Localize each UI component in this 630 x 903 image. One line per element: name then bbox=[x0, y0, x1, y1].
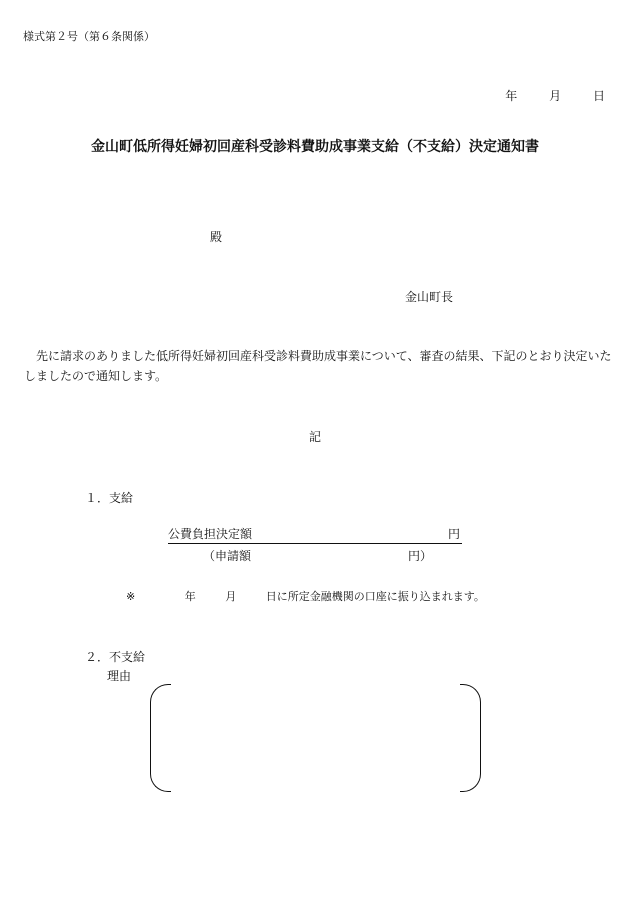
applied-label: （申請額 bbox=[203, 549, 252, 563]
amount-label: 公費負担決定額 bbox=[168, 527, 253, 541]
reason-bracket-left bbox=[150, 684, 171, 792]
amount-line bbox=[168, 525, 462, 544]
body-paragraph: 先に請求のありました低所得妊婦初回産科受診料費助成事業について、審査の結果、下記のとおり決定いたしましたので通知します。 bbox=[24, 349, 612, 383]
document-title: 金山町低所得妊婦初回産科受診料費助成事業支給（不支給）決定通知書 bbox=[91, 139, 539, 155]
applied-close: ） bbox=[420, 549, 433, 563]
date-line bbox=[505, 87, 605, 104]
reason-bracket-right bbox=[460, 684, 481, 792]
date-day: 日 bbox=[592, 89, 605, 103]
form-number: 様式第２号（第６条関係） bbox=[23, 30, 155, 43]
section-2-heading: ２．不支給 bbox=[85, 650, 146, 664]
note-text: 日に所定金融機関の口座に振り込まれます。 bbox=[265, 590, 485, 603]
applied-amount-line bbox=[203, 547, 433, 564]
payment-note bbox=[126, 588, 485, 604]
applied-unit: 円 bbox=[408, 549, 421, 563]
reason-label: 理由 bbox=[107, 669, 132, 683]
note-year: 年 bbox=[184, 590, 196, 603]
issuer: 金山町長 bbox=[405, 290, 454, 304]
section-1-heading: １．支給 bbox=[85, 491, 134, 505]
note-month: 月 bbox=[225, 590, 237, 603]
note-mark: ※ bbox=[126, 590, 136, 603]
ki-heading: 記 bbox=[308, 430, 321, 444]
date-month: 月 bbox=[549, 89, 562, 103]
amount-unit: 円 bbox=[447, 527, 460, 541]
addressee-suffix: 殿 bbox=[210, 230, 223, 244]
date-year: 年 bbox=[505, 89, 518, 103]
